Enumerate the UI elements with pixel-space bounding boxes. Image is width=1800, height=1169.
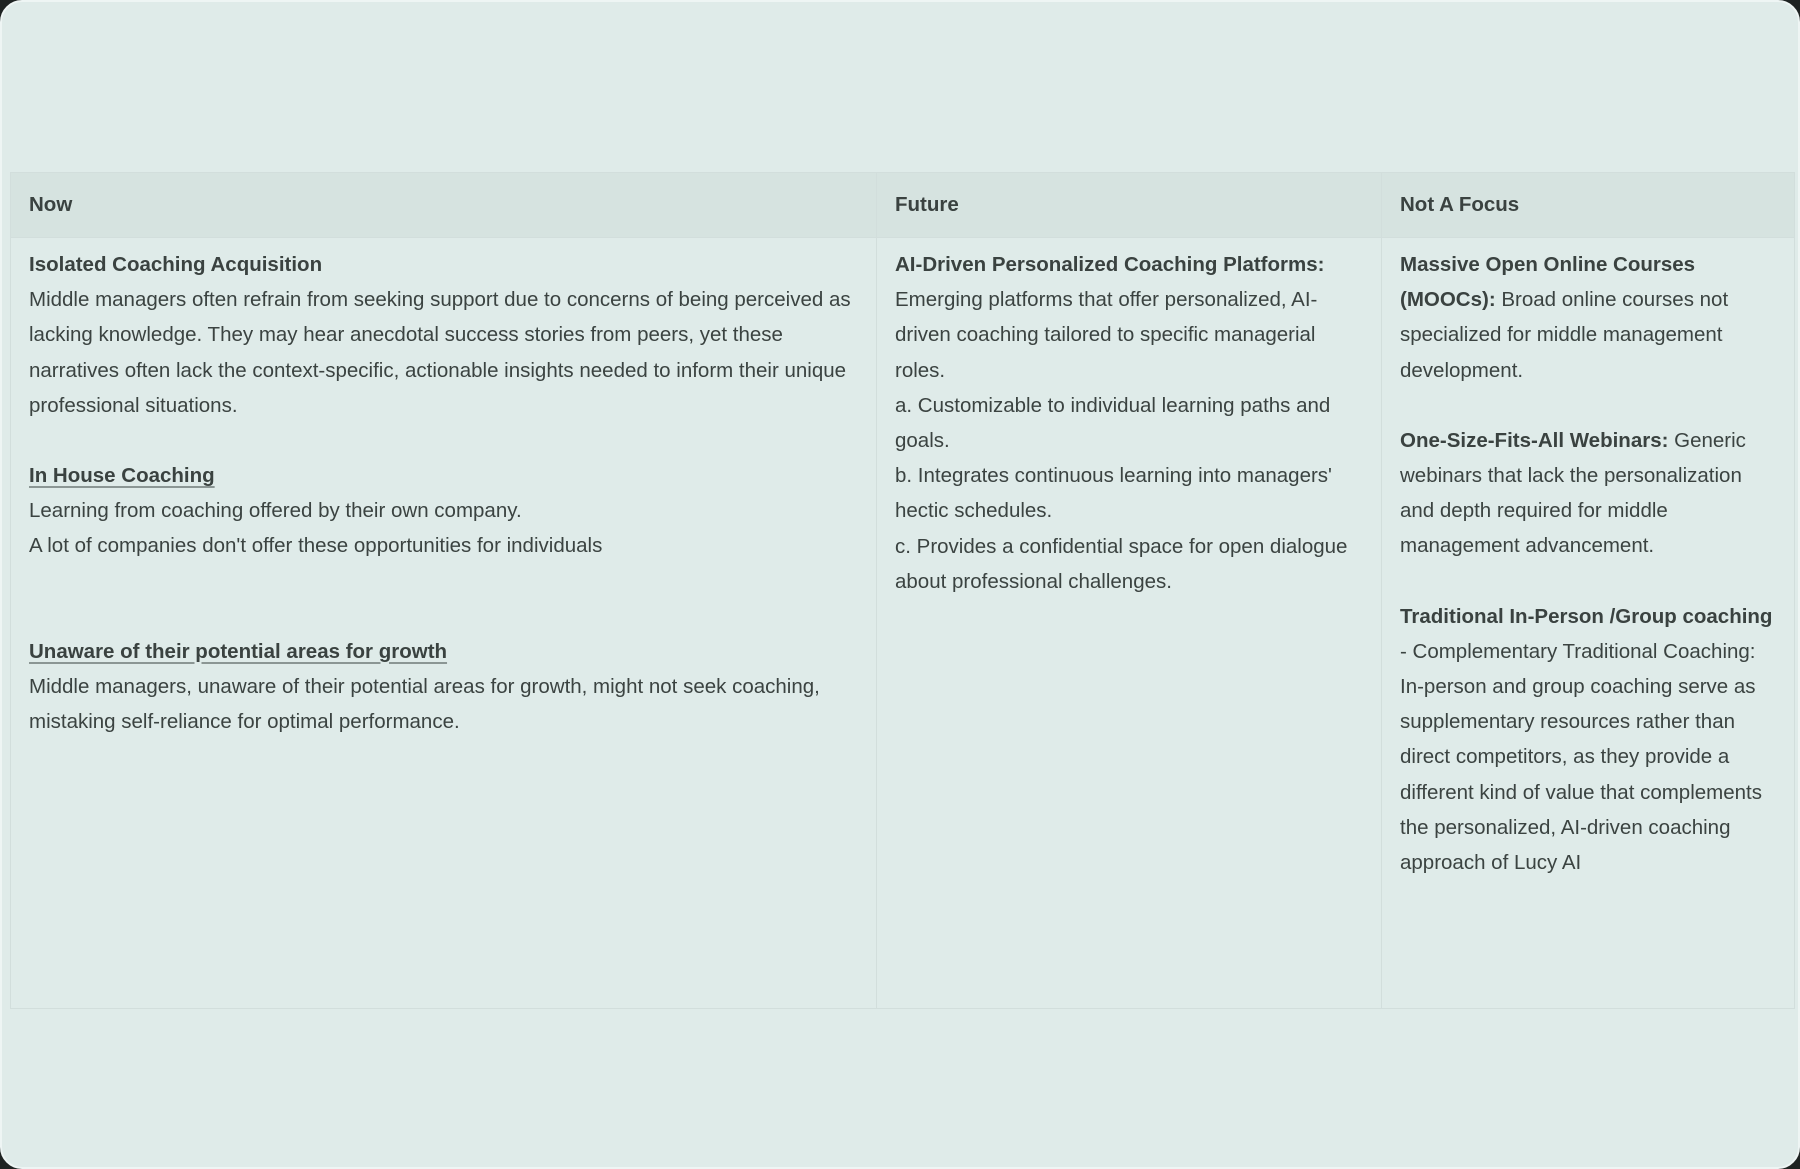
item-body: Broad online courses not specialized for middle management development.: [1400, 288, 1729, 382]
column-header-now[interactable]: Now: [11, 173, 877, 238]
item-title: One-Size-Fits-All Webinars:: [1400, 428, 1669, 452]
table-row: [11, 238, 1795, 1009]
future-point: b. Integrates continuous learning into managers' hectic schedules.: [895, 464, 1332, 523]
item-title: Isolated Coaching Acquisition: [29, 253, 323, 276]
not-focus-item-traditional-coaching: [1400, 599, 1776, 881]
positioning-table: [10, 172, 1795, 1009]
cell-now[interactable]: [11, 238, 877, 1009]
item-title: AI-Driven Personalized Coaching Platforms:: [895, 253, 1325, 276]
not-focus-item-moocs: [1400, 247, 1776, 388]
now-item-isolated-coaching: [29, 247, 858, 423]
item-body-line: Learning from coaching offered by their own company.: [29, 499, 522, 523]
now-item-in-house-coaching: [29, 458, 858, 564]
item-body: Middle managers, unaware of their potential areas for growth, might not seek coaching, mistaking self-reliance for optimal performance.: [29, 674, 820, 734]
future-item-ai-platforms: [895, 247, 1363, 599]
future-point: c. Provides a confidential space for open dialogue about professional challenges.: [895, 534, 1348, 593]
column-header-future[interactable]: Future: [877, 173, 1382, 238]
item-body: Middle managers often refrain from seeking support due to concerns of being perceived as lacking knowledge. They may hear anecdotal success stories from peers, yet these narratives often lack the context-specific, actionable insights needed to inform their unique professional situations.: [29, 288, 851, 417]
item-body: Generic webinars that lack the personalization and depth required for middle management advancement.: [1400, 428, 1746, 558]
future-point: a. Customizable to individual learning paths and goals.: [895, 393, 1331, 453]
item-title: Traditional In-Person /Group coaching: [1400, 604, 1773, 628]
cell-not-a-focus[interactable]: [1382, 238, 1795, 1009]
table-header-row: [11, 173, 1795, 238]
not-focus-item-webinars: [1400, 423, 1776, 564]
item-title: In House Coaching: [29, 464, 215, 488]
now-item-unaware-growth: [29, 634, 858, 740]
cell-future[interactable]: [877, 238, 1382, 1009]
item-body-line: A lot of companies don't offer these opportunities for individuals: [29, 534, 603, 558]
item-body: - Complementary Traditional Coaching: In-person and group coaching serve as supplementary resources rather than direct competitors, as they provide a different kind of value that complements the personalized, AI-driven coaching approach of Lucy AI: [1400, 639, 1762, 875]
item-title: Unaware of their potential areas for growth: [29, 639, 448, 663]
item-body: Emerging platforms that offer personalized, AI-driven coaching tailored to specific managerial roles.: [895, 288, 1318, 382]
column-header-not-a-focus[interactable]: Not A Focus: [1382, 173, 1795, 238]
item-title: Massive Open Online Courses (MOOCs):: [1400, 253, 1696, 312]
